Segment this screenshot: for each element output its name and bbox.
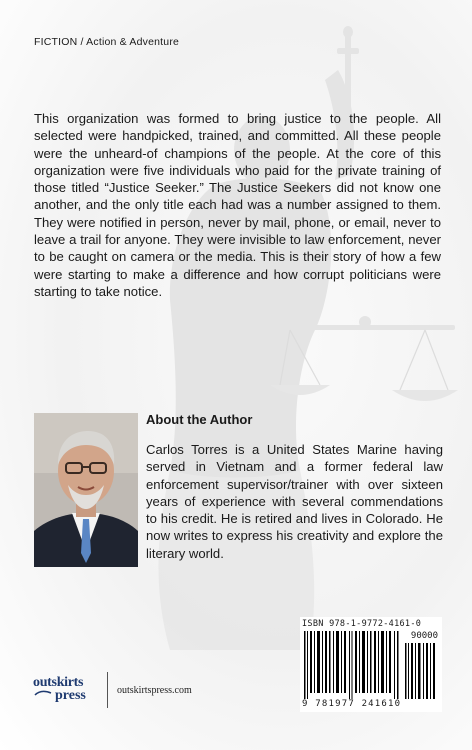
about-author-text: Carlos Torres is a United States Marine having served in Vietnam and a former federal law enforcement supervisor/trainer with over sixteen years of experience with several commendations to his credit. He is retired and lives in Colorado. He now writes to express his creativity and explore the literary world. [146, 442, 443, 561]
price-code: 90000 [410, 631, 438, 641]
isbn-barcode [300, 617, 442, 712]
logo-swoosh-icon [33, 679, 53, 699]
logo-text-outskirts: outskirts [33, 675, 84, 690]
ean-digits: 9 781977 241610 [302, 699, 402, 709]
book-blurb: This organization was formed to bring justice to the people. All selected were handpicked, trained, and committed. All these people were the unheard-of champions of the people. At the core of this organization were five individuals who paid for the private training of those titled “Justice Seeker.” The Justice Seekers did not know one another, and the only title each had was a number assigned to them. They were notified in person, never by mail, phone, or email, never to leave a trail for anyone. They were invisible to law enforcement, never to be caught on camera or the media. This is their story of how a few were starting to make a difference and how corrupt politicians were starting to take notice. [34, 111, 441, 299]
isbn-label: ISBN 978-1-9772-4161-0 [302, 619, 422, 629]
logo-divider [107, 672, 108, 708]
publisher-logo [33, 675, 103, 707]
price-barcode-bars [404, 643, 438, 699]
author-photo [34, 413, 138, 567]
barcode-bars [302, 631, 402, 699]
publisher-url: outskirtspress.com [117, 685, 192, 696]
category-label: FICTION / Action & Adventure [34, 36, 180, 48]
logo-text-press: press [55, 688, 86, 703]
about-author-heading: About the Author [146, 412, 253, 427]
